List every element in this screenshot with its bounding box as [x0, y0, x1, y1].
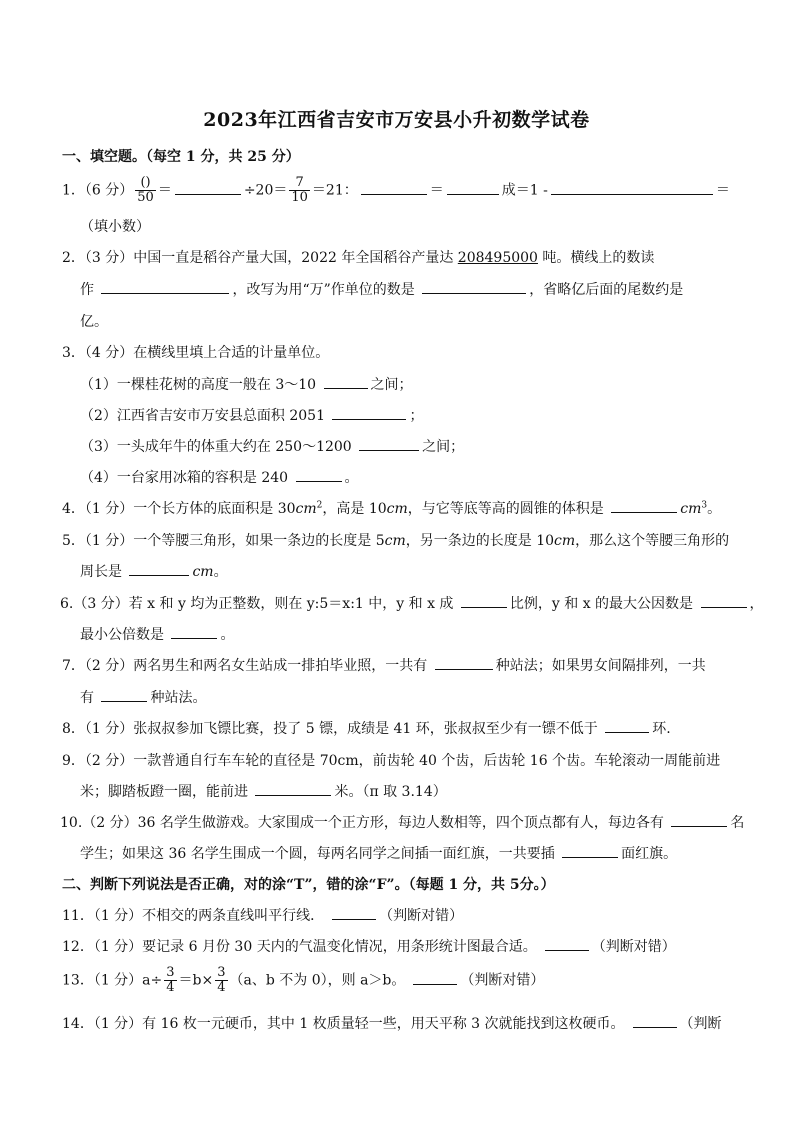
question-2-line-2: 作 ，改写为用“万”作单位的数是 ，省略亿后面的尾数约是 [80, 279, 683, 299]
q3-sub-3: （3）一头成年牛的体重大约在 250～1200 之间； [80, 436, 464, 456]
q12-blank[interactable] [545, 936, 589, 951]
q1-eq: ＝ [157, 182, 172, 199]
q13-blank[interactable] [413, 970, 457, 985]
q1-ratio: ＝21： [311, 182, 358, 199]
question-5-line-1: 5．（1 分）一个等腰三角形，如果一条边的长度是 5cm，另一条边的长度是 10cm，那么这个等腰三角形的 [62, 533, 730, 549]
q1-blank-2[interactable] [361, 180, 427, 195]
q2-blank-2[interactable] [422, 279, 526, 294]
question-10-line-2: 学生；如果这 36 名学生围成一个圆，每两名同学之间插一面红旗，一共要插 面红旗。 [80, 843, 677, 863]
q2-number: 208495000 [457, 250, 538, 266]
q1-div: ÷20＝ [243, 182, 288, 199]
q1-blank-3[interactable] [447, 180, 499, 195]
q3-blank-4[interactable] [296, 467, 342, 482]
q3-sub-1: （1）一棵桂花树的高度一般在 3～10 之间； [80, 374, 413, 394]
q1-blank-4[interactable] [551, 180, 713, 195]
q6-blank-1[interactable] [461, 593, 507, 608]
q3-blank-3[interactable] [359, 436, 419, 451]
q1-fraction-2: $\frac{7}{10}$ [291, 175, 308, 205]
q3-sub-2: （2）江西省吉安市万安县总面积 2051 ； [80, 405, 423, 425]
q1-note: （填小数） [80, 219, 150, 235]
q1-cheng: 成＝1 - [501, 182, 548, 199]
question-7-line-2: 有 种站法。 [80, 687, 206, 707]
question-13: 13．（1 分）a÷ $\frac{3}{4}$ ＝b× $\frac{3}{4}$ （a、b 不为 0），则 a＞b。 （判断对错） [62, 965, 545, 995]
question-14: 14．（1 分）有 16 枚一元硬币，其中 1 枚质量轻一些，用天平称 3 次就能找到这枚硬币。 （判断 [62, 1013, 722, 1033]
question-2-line-1: 2．（3 分）中国一直是稻谷产量大国，2022 年全国稻谷产量达 208495000 吨。横线上的数读 [62, 250, 655, 266]
q7-blank-2[interactable] [101, 687, 147, 702]
q1-eq3: ＝ [715, 182, 730, 199]
q1-blank-1[interactable] [175, 180, 241, 195]
q13-fraction-1: $\frac{3}{4}$ [166, 965, 175, 995]
q10-blank-2[interactable] [562, 843, 618, 858]
question-9-line-2: 米；脚踏板蹬一圈，能前进 米。（π 取 3.14） [80, 781, 447, 801]
section-heading-fill-blank: 一、填空题。（每空 1 分，共 25 分） [62, 149, 300, 165]
q6-blank-2[interactable] [701, 593, 747, 608]
q1-prefix: 1．（6 分） [62, 182, 134, 199]
q11-blank[interactable] [332, 905, 376, 920]
q3-blank-1[interactable] [324, 374, 368, 389]
q9-blank[interactable] [255, 781, 331, 796]
q4-blank[interactable] [611, 498, 677, 513]
page-title: 2023年江西省吉安市万安县小升初数学试卷 [203, 109, 590, 131]
question-6-line-1: 6.（3 分）若 x 和 y 均为正整数，则在 y:5＝x:1 中，y 和 x 成 比例，y 和 x 的最大公因数是 ， [60, 593, 764, 613]
question-10-line-1: 10.（2 分）36 名学生做游戏。大家围成一个正方形，每边人数相等，四个顶点都有人，每边各有 名 [60, 812, 744, 832]
q7-blank-1[interactable] [435, 655, 493, 670]
section-heading-true-false: 二、判断下列说法是否正确，对的涂“T”，错的涂“F”。（每题 1 分，共 5分。） [62, 877, 555, 893]
question-12: 12．（1 分）要记录 6 月份 30 天内的气温变化情况，用条形统计图最合适。 （判断对错） [62, 936, 676, 956]
q1-eq2: ＝ [429, 182, 444, 199]
q10-blank-1[interactable] [671, 812, 727, 827]
q1-fraction-1: $\frac{()}{50}$ [137, 175, 154, 205]
question-9-line-1: 9．（2 分）一款普通自行车车轮的直径是 70cm，前齿轮 40 个齿，后齿轮 16 个齿。车轮滚动一周能前进 [62, 753, 721, 769]
q2-blank-1[interactable] [101, 279, 229, 294]
q5-blank[interactable] [129, 561, 189, 576]
question-3-stem: 3．（4 分）在横线里填上合适的计量单位。 [62, 345, 330, 361]
question-1 [62, 176, 730, 205]
question-6-line-2: 最小公倍数是 。 [80, 624, 234, 644]
q14-blank[interactable] [633, 1013, 677, 1028]
question-11: 11．（1 分）不相交的两条直线叫平行线． （判断对错） [62, 905, 463, 925]
question-4: 4．（1 分）一个长方体的底面积是 $30cm^2$，高是 10cm，与它等底等高的圆锥的体积是 $cm^3$。 [62, 498, 721, 518]
question-7-line-1: 7．（2 分）两名男生和两名女生站成一排拍毕业照，一共有 种站法；如果男女间隔排列，一共 [62, 655, 706, 675]
question-2-line-3: 亿。 [80, 314, 108, 330]
question-8: 8．（1 分）张叔叔参加飞镖比赛，投了 5 镖，成绩是 41 环，张叔叔至少有一镖不低于 环. [62, 718, 671, 738]
q6-blank-3[interactable] [171, 624, 217, 639]
q3-blank-2[interactable] [332, 405, 406, 420]
question-5-line-2: 周长是 cm。 [80, 561, 228, 581]
q13-fraction-2: $\frac{3}{4}$ [217, 965, 226, 995]
q3-sub-4: （4）一台家用冰箱的容积是 240 。 [80, 467, 359, 487]
q8-blank[interactable] [605, 718, 649, 733]
